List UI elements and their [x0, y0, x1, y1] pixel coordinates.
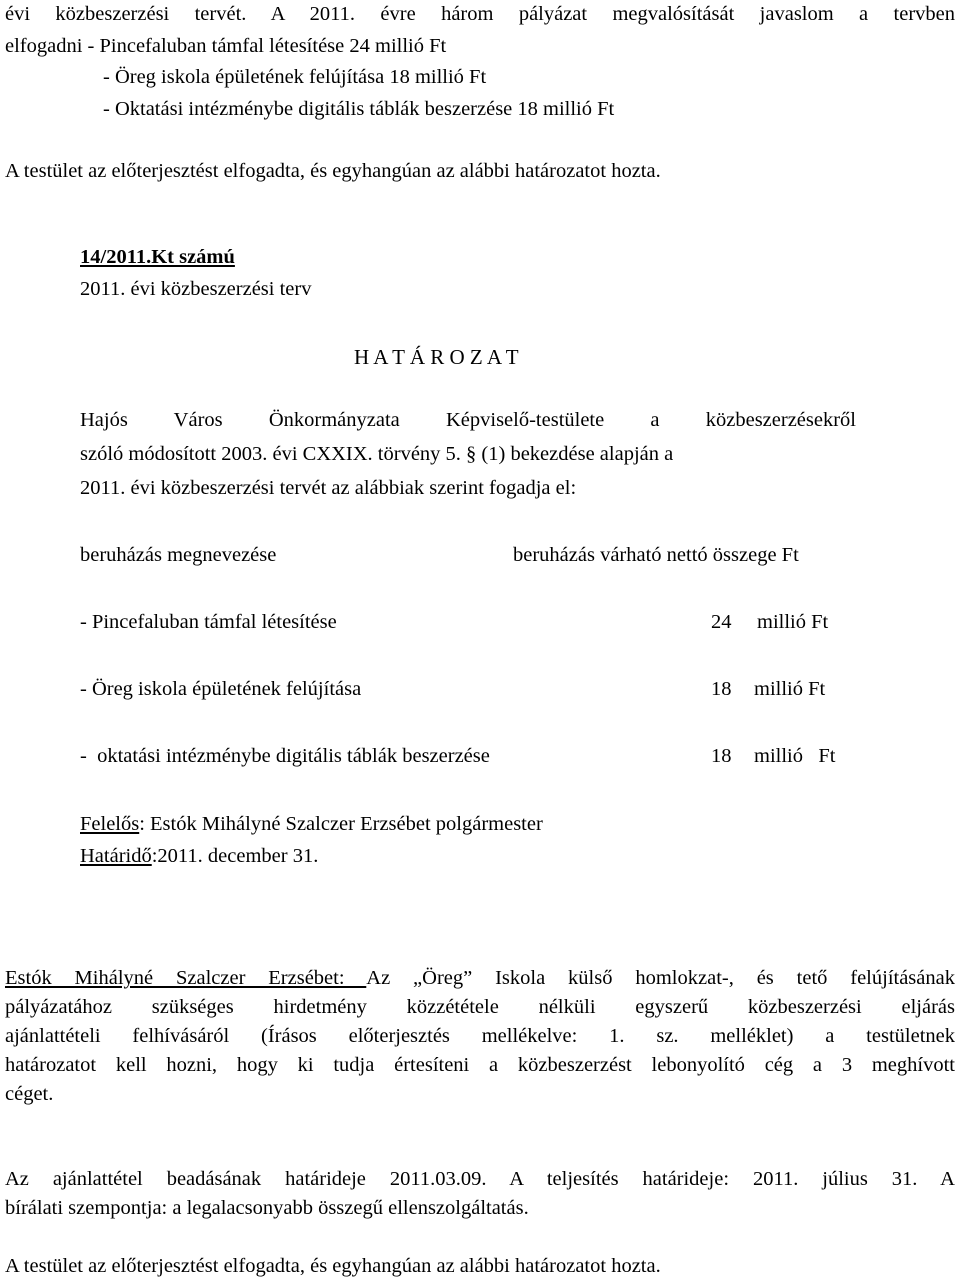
row-name: - Öreg iskola épületének felújítása — [80, 678, 362, 700]
row-amount: 18 — [711, 745, 732, 767]
responsible-value: : Estók Mihályné Szalczer Erzsébet polgármester — [139, 813, 543, 835]
deadline-value: :2011. december 31. — [151, 845, 319, 867]
deadlines-line-1: Az ajánlattétel beadásának határideje 2011.03.09. A teljesítés határideje: 2011. július 31. A — [5, 1168, 955, 1190]
statement-line-5: céget. — [5, 1083, 54, 1105]
deadlines-line-2: bírálati szempontja: a legalacsonyabb összegű ellenszolgáltatás. — [5, 1197, 529, 1219]
row-name: - Pincefaluban támfal létesítése — [80, 611, 337, 633]
intro-line-1: évi közbeszerzési tervét. A 2011. évre három pályázat megvalósítását javaslom a tervben — [5, 3, 955, 25]
responsible-label: Felelős — [80, 813, 140, 835]
intro-line-2: elfogadni - Pincefaluban támfal létesítése 24 millió Ft — [5, 35, 447, 57]
row-unit: millió Ft — [754, 745, 836, 767]
resolution-body-line-2: szóló módosított 2003. évi CXXIX. törvény 5. § (1) bekezdése alapján a — [80, 443, 674, 465]
table-header-name: beruházás megnevezése — [80, 544, 277, 566]
responsible-line — [80, 810, 543, 839]
statement-line-3: ajánlattételi felhívásáról (Írásos előterjesztés mellékelve: 1. sz. melléklet) a testületnek — [5, 1025, 955, 1047]
statement-line-1 — [5, 964, 955, 993]
closing-accepted: A testület az előterjesztést elfogadta, és egyhangúan az alábbi határozatot hozta. — [5, 1255, 661, 1277]
statement-speaker: Estók Mihályné Szalczer Erzsébet: — [5, 967, 367, 989]
deadline-label: Határidő — [80, 845, 152, 867]
row-amount: 24 — [711, 611, 732, 633]
row-name: - oktatási intézménybe digitális táblák beszerzése — [80, 745, 490, 767]
resolution-body-line-3: 2011. évi közbeszerzési tervét az alábbiak szerint fogadja el: — [80, 477, 577, 499]
intro-line-3: - Öreg iskola épületének felújítása 18 millió Ft — [103, 66, 487, 88]
intro-line-4: - Oktatási intézménybe digitális táblák beszerzése 18 millió Ft — [103, 98, 615, 120]
row-unit: millió Ft — [757, 611, 829, 633]
intro-accepted: A testület az előterjesztést elfogadta, és egyhangúan az alábbi határozatot hozta. — [5, 160, 661, 182]
row-amount: 18 — [711, 678, 732, 700]
table-header-amount: beruházás várható nettó összege Ft — [513, 544, 799, 566]
resolution-number: 14/2011.Kt számú — [80, 246, 235, 268]
resolution-heading: H A T Á R O Z A T — [354, 345, 519, 369]
deadline-line — [80, 842, 318, 871]
statement-line-1-text: Az „Öreg” Iskola külső homlokzat-, és tető felújításának — [366, 967, 955, 989]
row-unit: millió Ft — [754, 678, 826, 700]
statement-line-2: pályázatához szükséges hirdetmény közzététele nélküli egyszerű közbeszerzési eljárás — [5, 996, 955, 1018]
resolution-subject: 2011. évi közbeszerzési terv — [80, 278, 312, 300]
statement-line-4: határozatot kell hozni, hogy ki tudja értesíteni a közbeszerzést lebonyolító cég a 3 meghívott — [5, 1054, 955, 1076]
resolution-body-line-1: Hajós Város Önkormányzata Képviselő-testülete a közbeszerzésekről — [80, 409, 856, 431]
